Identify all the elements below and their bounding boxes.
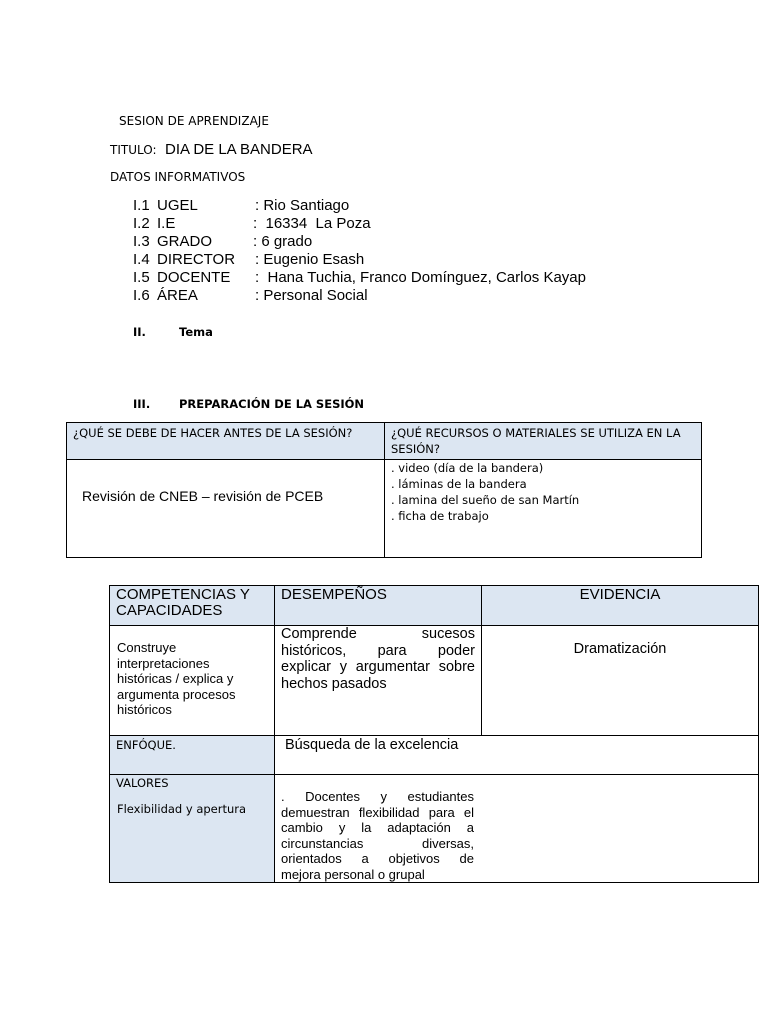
title-line (110, 141, 313, 159)
section-2-number: II. (133, 325, 146, 339)
section-3-title: PREPARACIÓN DE LA SESIÓN (179, 397, 365, 411)
header-evidencia-text: EVIDENCIA (579, 586, 661, 603)
info-value: : 6 grado (253, 233, 313, 250)
info-label: UGEL (157, 197, 198, 214)
info-label: GRADO (157, 233, 213, 250)
info-num: I.5 (133, 269, 150, 286)
valores-line: orientados a objetivos de (281, 851, 474, 866)
info-value: : Personal Social (255, 287, 368, 304)
valores-value-cell (275, 775, 759, 883)
header-desempenos (275, 586, 482, 626)
resource-item: . lamina del sueño de san Martín (391, 493, 580, 507)
valores-line: demuestran flexibilidad para el (281, 804, 474, 820)
valores-line: cambio y la adaptación a (281, 820, 474, 835)
titulo-value: DIA DE LA BANDERA (164, 141, 313, 158)
valores-subtitle: Flexibilidad y apertura (117, 802, 247, 816)
info-label: DIRECTOR (157, 251, 236, 268)
competencia-text: Construye interpretaciones históricas / explica y argumenta procesos históricos (117, 640, 236, 717)
desempeno-line: históricos, para poder (281, 642, 475, 659)
preparation-body-row (67, 460, 702, 558)
header-competencias-text: COMPETENCIAS Y CAPACIDADES (116, 586, 250, 619)
desempeno-line: hechos pasados (281, 675, 387, 692)
desempeno-line: Comprende sucesos (281, 626, 475, 642)
enfoque-value-cell (275, 736, 759, 775)
prep-before-text: Revisión de CNEB – revisión de PCEB (82, 488, 324, 504)
info-num: I.1 (133, 197, 150, 214)
info-num: I.4 (133, 251, 150, 268)
datos-informativos-label: DATOS INFORMATIVOS (110, 170, 246, 184)
prep-header-resources-text: ¿QUÉ RECURSOS O MATERIALES SE UTILIZA EN LA SESIÓN? (391, 426, 681, 456)
evidencia-text: Dramatización (573, 641, 667, 657)
valores-label-cell (110, 775, 275, 883)
prep-header-before (67, 423, 385, 460)
prep-header-before-text: ¿QUÉ SE DEBE DE HACER ANTES DE LA SESIÓN? (73, 426, 353, 440)
info-label: DOCENTE (157, 269, 231, 286)
header-competencias (110, 586, 275, 626)
prep-resources-cell (385, 460, 702, 558)
info-num: I.2 (133, 215, 150, 232)
info-num: I.3 (133, 233, 150, 250)
prep-header-resources (385, 423, 702, 460)
valores-label: VALORES (116, 776, 169, 790)
valores-line: mejora personal o grupal (281, 866, 425, 882)
resource-item: . láminas de la bandera (391, 477, 527, 491)
competencias-header-row (110, 586, 759, 626)
section-2-title: Tema (179, 325, 213, 339)
enfoque-row (110, 736, 759, 775)
prep-before-cell (67, 460, 385, 558)
info-value: : 16334 La Poza (253, 215, 371, 232)
enfoque-label-cell (110, 736, 275, 775)
info-num: I.6 (133, 287, 150, 304)
info-label: ÁREA (157, 287, 198, 304)
competencia-cell (110, 626, 275, 736)
header-evidencia (482, 586, 759, 626)
valores-row (110, 775, 759, 883)
preparation-header-row (67, 423, 702, 460)
enfoque-label: ENFÓQUE. (116, 738, 176, 752)
valores-line: . Docentes y estudiantes (281, 789, 474, 804)
resource-item: . video (día de la bandera) (391, 461, 544, 475)
competencias-body-row (110, 626, 759, 736)
info-label: I.E (157, 215, 176, 232)
competencias-table (109, 585, 759, 883)
section-3-number: III. (133, 397, 151, 411)
enfoque-value: Búsqueda de la excelencia (285, 737, 459, 753)
preparation-table (66, 422, 702, 558)
session-heading: SESION DE APRENDIZAJE (119, 114, 269, 128)
resource-item: . ficha de trabajo (391, 509, 489, 523)
desempeno-cell (275, 626, 482, 736)
info-value: : Hana Tuchia, Franco Domínguez, Carlos Kayap (255, 269, 586, 286)
info-value: : Rio Santiago (255, 197, 350, 214)
evidencia-cell (482, 626, 759, 736)
info-value: : Eugenio Esash (255, 251, 365, 268)
titulo-label: TITULO: (110, 143, 157, 157)
valores-line: circunstancias diversas, (281, 835, 474, 851)
header-desempenos-text: DESEMPEÑOS (281, 586, 387, 603)
desempeno-line: explicar y argumentar sobre (281, 659, 475, 675)
